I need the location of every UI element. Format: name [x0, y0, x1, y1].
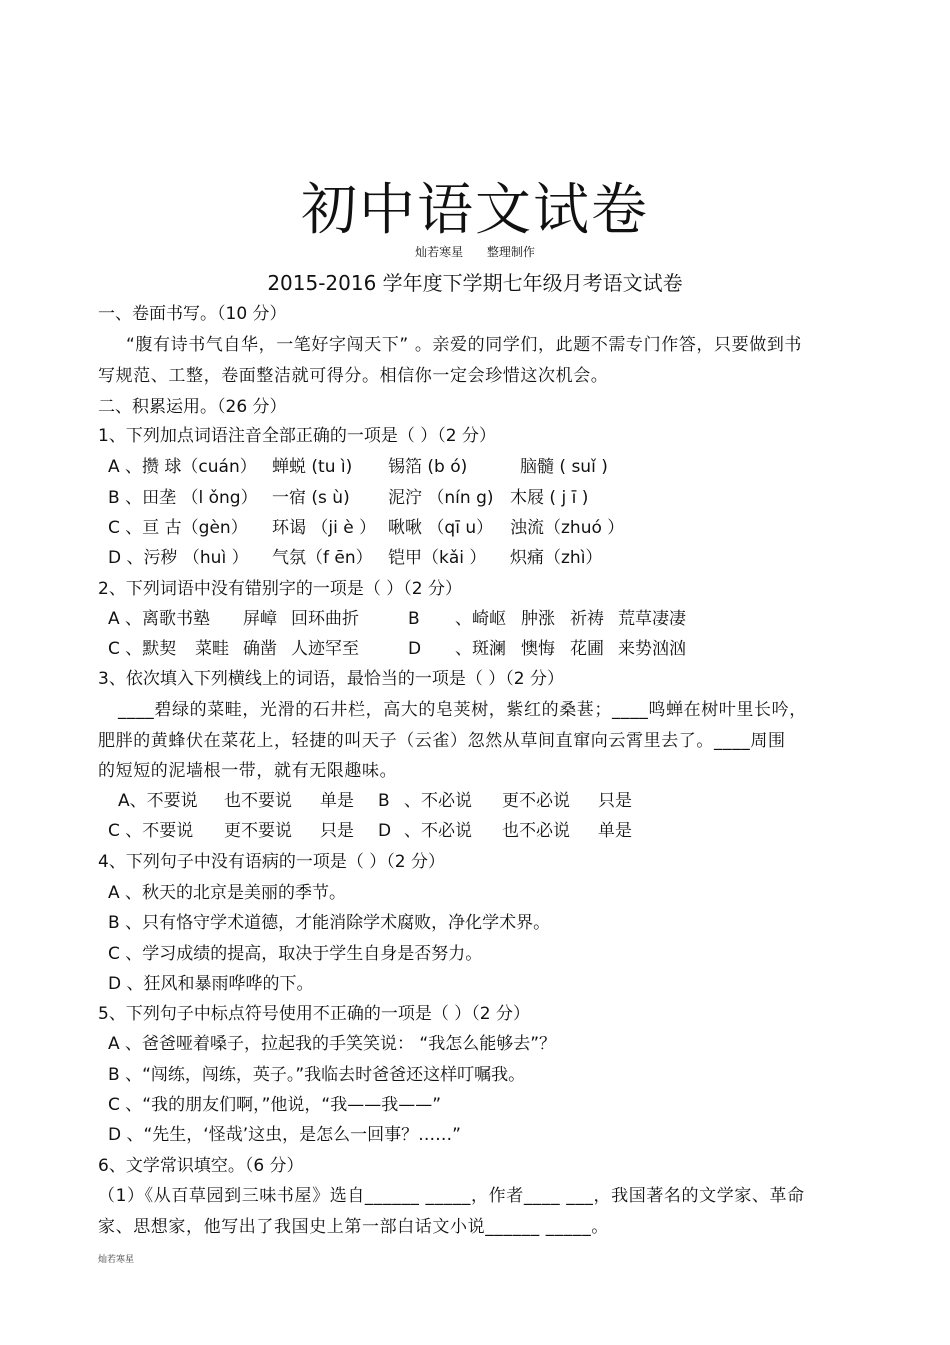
made-label: 整理制作	[486, 245, 535, 259]
q3-d-3: 单是	[598, 821, 632, 841]
q2-a-1: A 、离歌书塾	[108, 609, 211, 629]
q1-a-2: 蝉蜕 (tu ì)	[272, 457, 353, 477]
q4-option-c: C 、学习成绩的提高，取决于学生自身是否努力。	[108, 944, 483, 964]
q2-c-4: 人迹罕至	[291, 639, 359, 659]
subtitle	[0, 244, 950, 260]
q3-d-label: D	[378, 821, 392, 841]
page-title: 初中语文试卷	[301, 178, 649, 243]
q2-b-1: 、崎岖	[455, 609, 506, 629]
q2-a-2: 屏嶂	[243, 609, 277, 629]
author-name: 灿若寒星	[415, 245, 464, 259]
q1-d-3: 铠甲（kǎi ）	[388, 548, 487, 568]
q2-b-label: B	[408, 609, 420, 629]
q1-stem: 1、下列加点词语注音全部正确的一项是（ ）（2 分）	[98, 426, 496, 446]
q3-a-2: 也不要说	[224, 791, 292, 811]
q3-d-1: 、不必说	[404, 821, 472, 841]
q1-a-1: A 、攒 球（cuán）	[108, 457, 257, 477]
q1-b-4: 木屐 ( j ī )	[510, 488, 589, 508]
exam-title: 2015-2016 学年度下学期七年级月考语文试卷	[267, 271, 683, 295]
q5-option-c: C 、“我的朋友们啊，”他说，“我——我——”	[108, 1095, 442, 1115]
q2-d-3: 花圃	[570, 639, 604, 659]
q3-a-1: A、不要说	[118, 791, 198, 811]
q1-a-3: 锡箔 (b ó)	[388, 457, 468, 477]
q3-c-2: 更不要说	[224, 821, 292, 841]
q1-b-1: B 、田垄 （l ǒng）	[108, 488, 258, 508]
q2-a-3: 回环曲折	[291, 609, 359, 629]
section-1-heading: 一、卷面书写。（10 分）	[98, 304, 287, 324]
q1-d-4: 炽痛（zhì）	[510, 548, 603, 568]
q1-c-3: 啾啾 （qī u）	[388, 518, 494, 538]
q6-para-1: （1）《从百草园到三味书屋》选自______ _____，作者____ ___，我国著名的文学家、革命	[98, 1186, 805, 1206]
q2-b-4: 荒草凄凄	[618, 609, 686, 629]
q2-d-label: D	[408, 639, 422, 659]
q3-para-3: 的短短的泥墙根一带，就有无限趣味。	[98, 761, 398, 781]
q3-b-2: 更不必说	[502, 791, 570, 811]
q3-para-2: 肥胖的黄蜂伏在菜花上，轻捷的叫天子（云雀）忽然从草间直窜向云霄里去了。____周围	[98, 731, 786, 751]
q3-b-3: 只是	[598, 791, 632, 811]
q5-stem: 5、下列句子中标点符号使用不正确的一项是（ ）（2 分）	[98, 1004, 530, 1024]
q2-d-2: 懊悔	[521, 639, 555, 659]
q1-c-4: 浊流（zhuó ）	[510, 518, 625, 538]
q2-b-3: 祈祷	[570, 609, 604, 629]
q2-c-2: 菜畦	[195, 639, 229, 659]
q2-c-3: 确凿	[243, 639, 277, 659]
q3-para-1: ____碧绿的菜畦，光滑的石井栏，高大的皂荚树，紫红的桑葚；____鸣蝉在树叶里长吟，	[118, 700, 807, 720]
q6-para-2: 家、思想家，他写出了我国史上第一部白话文小说______ _____。	[98, 1217, 609, 1237]
q3-d-2: 也不必说	[502, 821, 570, 841]
q1-a-4: 脑髓 ( suǐ )	[520, 457, 608, 477]
q1-c-2: 环谒 （ji è ）	[272, 518, 377, 538]
q4-stem: 4、下列句子中没有语病的一项是（ ）（2 分）	[98, 852, 445, 872]
q3-a-3: 单是	[320, 791, 354, 811]
q5-option-d: D 、“先生，‘怪哉’这虫，是怎么一回事？……”	[108, 1125, 461, 1145]
q4-option-b: B 、只有恪守学术道德，才能消除学术腐败，净化学术界。	[108, 913, 551, 933]
q5-option-b: B 、“闯练，闯练，英子。”我临去时爸爸还这样叮嘱我。	[108, 1065, 526, 1085]
q2-c-1: C 、默契	[108, 639, 177, 659]
q3-c-3: 只是	[320, 821, 354, 841]
q1-b-2: 一宿 (s ù)	[272, 488, 350, 508]
q3-stem: 3、依次填入下列横线上的词语，最恰当的一项是（ ）（2 分）	[98, 669, 564, 689]
q2-d-4: 来势汹汹	[618, 639, 686, 659]
section-1-para-1: “腹有诗书气自华，一笔好字闯天下” 。亲爱的同学们，此题不需专门作答，只要做到书	[126, 335, 803, 355]
q2-stem: 2、下列词语中没有错别字的一项是（ ）（2 分）	[98, 579, 462, 599]
q1-b-3: 泥泞 （nín g)	[388, 488, 494, 508]
footer-text: 灿若寒星	[98, 1255, 135, 1265]
q3-b-label: B	[378, 791, 390, 811]
q6-stem: 6、文学常识填空。（6 分）	[98, 1156, 304, 1176]
q1-d-2: 气氛（f ēn）	[272, 548, 373, 568]
q3-c-1: C 、不要说	[108, 821, 194, 841]
q4-option-d: D 、狂风和暴雨哗哗的下。	[108, 974, 314, 994]
q5-option-a: A 、爸爸哑着嗓子，拉起我的手笑笑说： “我怎么能够去”？	[108, 1034, 557, 1054]
q3-b-1: 、不必说	[404, 791, 472, 811]
section-2-heading: 二、积累运用。（26 分）	[98, 397, 287, 417]
q1-c-1: C 、亘 古（gèn）	[108, 518, 248, 538]
q2-d-1: 、斑澜	[455, 639, 506, 659]
q2-b-2: 肿涨	[521, 609, 555, 629]
q4-option-a: A 、秋天的北京是美丽的季节。	[108, 883, 347, 903]
section-1-para-2: 写规范、工整，卷面整洁就可得分。相信你一定会珍惜这次机会。	[98, 366, 609, 386]
q1-d-1: D 、污秽 （huì ）	[108, 548, 249, 568]
